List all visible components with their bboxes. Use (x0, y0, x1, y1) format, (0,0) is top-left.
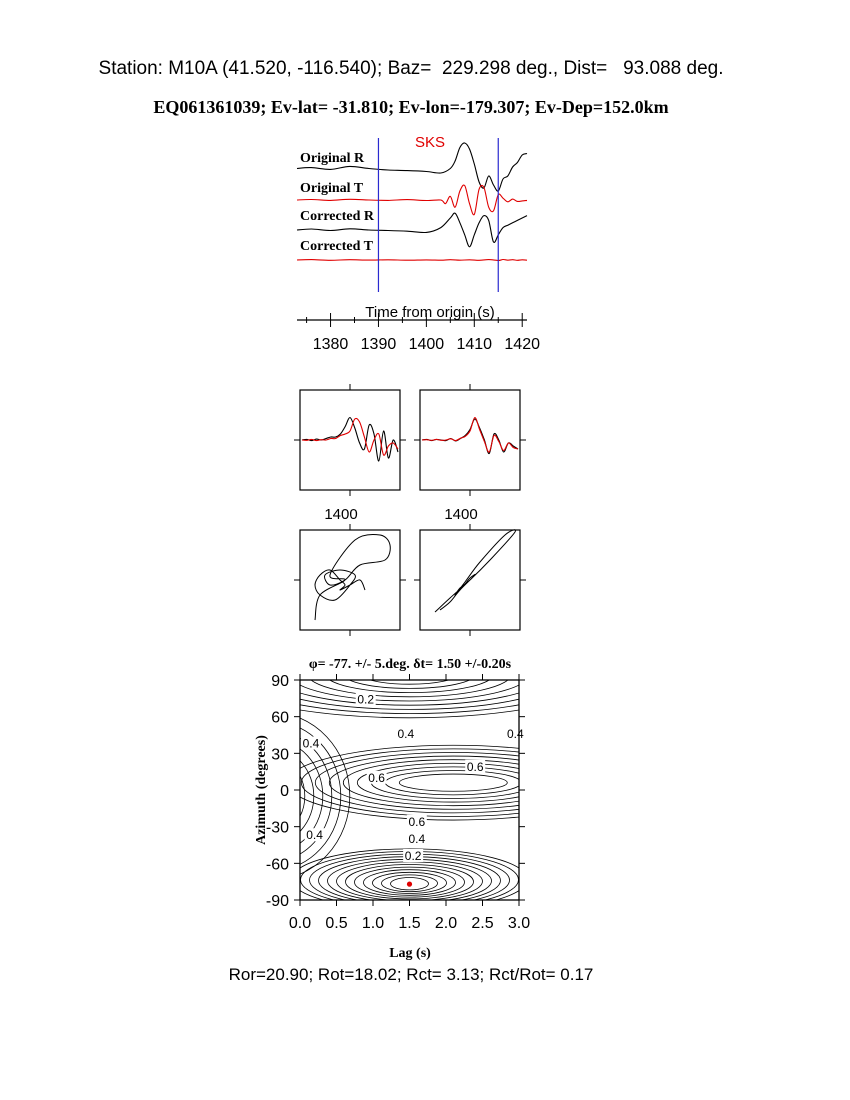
azimuth-tick-label: 30 (271, 746, 289, 764)
contour-minimum (328, 859, 492, 902)
contour-max (371, 767, 535, 799)
waveform-trace-labels (300, 151, 375, 254)
lag-tick-label: 1.5 (398, 915, 421, 932)
contour-max (399, 774, 507, 791)
contour-label: 0.4 (397, 726, 415, 741)
contour-left (192, 709, 350, 880)
azimuth-axis-label: Azimuth (degrees) (254, 735, 269, 845)
azimuth-tick-labels (266, 673, 289, 910)
contour-label: 0.6 (408, 814, 426, 829)
time-tick-label: 1400 (408, 336, 445, 353)
overlay-original-tick-label: 1400 (324, 506, 358, 523)
azimuth-tick-label: 90 (271, 673, 289, 690)
contour-label: 0.4 (408, 831, 426, 846)
lag-tick-label: 1.0 (361, 915, 385, 932)
azimuth-tick-label: -30 (265, 819, 289, 837)
splitting-statistics: Ror=20.90; Rot=18.02; Rct= 3.13; Rct/Rot= 0.17 (228, 965, 594, 984)
waveform-panel (297, 134, 540, 353)
contour-max (287, 745, 619, 820)
contour-label: 0.2 (357, 692, 375, 707)
contour-max (315, 752, 591, 812)
contour-minimum (337, 862, 483, 901)
azimuth-tick-label: -60 (265, 856, 289, 874)
contour-label: 0.6 (368, 770, 385, 785)
lag-tick-label: 2.5 (471, 915, 494, 932)
trace-label: Original R (300, 151, 365, 166)
contour-max (329, 756, 577, 809)
contour-max (301, 749, 605, 817)
time-tick-label: 1410 (456, 336, 493, 353)
overlay-box-original (300, 390, 400, 523)
particle-motion-box-original (300, 530, 400, 630)
time-tick-label: 1390 (360, 336, 397, 353)
trace-label: Corrected T (300, 239, 373, 254)
lag-tick-label: 0.5 (325, 915, 348, 932)
station-title: Station: M10A (41.520, -116.540); Baz= 229.298 deg., Dist= 93.088 deg. (98, 58, 724, 79)
time-axis-tick-labels (313, 336, 540, 353)
trace-label: Original T (300, 181, 364, 196)
contour-label: 0.2 (404, 849, 422, 863)
lag-tick-label: 3.0 (507, 915, 531, 932)
splitting-parameters-title: φ= -77. +/- 5.deg. δt= 1.50 +/-0.20s (308, 657, 512, 672)
lag-axis-label: Lag (s) (389, 946, 431, 961)
azimuth-tick-label: 60 (271, 709, 289, 727)
contour-label: 0.4 (306, 828, 323, 843)
best-fit-marker (407, 882, 412, 887)
energy-grid-panel (192, 630, 620, 961)
time-axis-label: Time from origin (s) (365, 304, 495, 321)
contour-label: 0.4 (507, 726, 524, 741)
overlay-box-corrected (420, 390, 520, 523)
time-tick-label: 1420 (504, 336, 541, 353)
contour-label: 0.4 (302, 736, 320, 751)
trace-corrected-t (297, 259, 527, 260)
contour-label: 0.6 (466, 759, 484, 774)
phase-label-sks: SKS (414, 134, 446, 151)
lag-tick-label: 0.0 (288, 915, 312, 932)
analysis-window (378, 138, 498, 292)
overlay-corrected-tick-label: 1400 (444, 506, 478, 523)
particle-motion-box-corrected (420, 530, 520, 630)
azimuth-tick-label: 0 (280, 783, 289, 800)
lag-tick-labels (289, 915, 530, 932)
event-title: EQ061361039; Ev-lat= -31.810; Ev-lon=-179.307; Ev-Dep=152.0km (153, 97, 669, 117)
trace-label: Corrected R (300, 209, 374, 224)
azimuth-tick-label: -90 (265, 893, 289, 910)
lag-tick-label: 2.0 (434, 915, 458, 932)
time-tick-label: 1380 (312, 336, 349, 353)
